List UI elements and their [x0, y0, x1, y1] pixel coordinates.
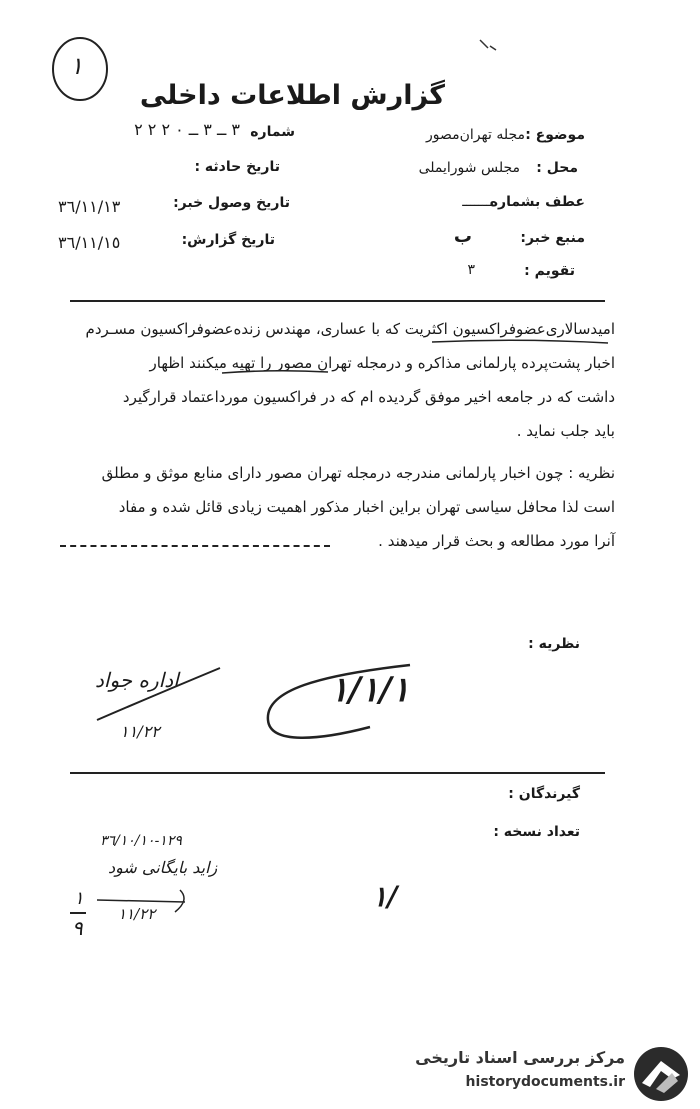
left-note-stroke — [95, 665, 225, 725]
signature-text: ۱/۱/۱ — [330, 670, 410, 710]
body-line: آنرا مورد مطالعه و بحث قرار میدهند . — [378, 532, 615, 550]
document-title: گزارش اطلاعات داخلی — [139, 80, 445, 111]
archive-fraction-numerator: ۱ — [74, 888, 84, 909]
top-mark — [478, 38, 498, 52]
closing-dash-line — [60, 545, 330, 547]
evaluation-label: تقویم : — [524, 263, 575, 279]
opinion-label: نظریه : — [528, 636, 580, 652]
archive-note: زاید بایگانی شود — [108, 858, 218, 877]
subject-value: مجله تهران‌مصور — [425, 127, 525, 143]
event-date-label: تاریخ حادثه : — [194, 159, 280, 175]
watermark-logo-icon — [632, 1045, 690, 1103]
report-date-label: تاریخ گزارش: — [181, 232, 275, 248]
body-line: نظریه : چون اخبار پارلمانی مندرجه درمجله تهران مصور دارای منابع موثق و مطلق — [101, 464, 615, 482]
recipients-label: گیرندگان : — [508, 786, 580, 802]
body-line: امیدسالاری‌عضوفراکسیون اکثریت که با عساری، مهندس زنده‌عضوفراکسیون مسـردم — [85, 320, 615, 338]
underline-mark — [430, 338, 610, 346]
source-label: منبع خبر: — [520, 230, 585, 246]
watermark-url: historydocuments.ir — [465, 1074, 625, 1090]
subject-label: موضوع : — [525, 127, 585, 143]
source-value: ب — [453, 226, 472, 247]
body-line: داشت که در جامعه اخیر موفق گردیده ام که در فراکسیون مورداعتماد قرارگیرد — [122, 388, 615, 406]
archive-date: ۱۱/۲۲ — [118, 905, 156, 923]
archive-fraction-denominator: ۹ — [72, 916, 83, 940]
body-line: است لذا محافل سیاسی تهران براین اخبار مذکور اهمیت زیادی قائل شده و مفاد — [118, 498, 615, 516]
copies-label: تعداد نسخه : — [493, 824, 580, 840]
news-received-label: تاریخ وصول خبر: — [173, 195, 290, 211]
place-value: مجلس شورا‌یملی — [418, 160, 520, 176]
place-label: محل : — [536, 160, 578, 176]
opinion-divider — [70, 772, 605, 774]
underline-mark — [220, 368, 330, 376]
number-value: ۳ ــ ۳ ــ ۰ ۲ ۲ ۲ — [134, 120, 240, 139]
archive-number: ١٢٩-٣٦/١٠/١٠ — [100, 833, 182, 849]
left-note-date: ۱۱/۲۲ — [120, 722, 160, 741]
ref-label: عطف بشماره — [489, 194, 585, 210]
ref-value: ــــــــ — [462, 194, 495, 210]
news-received-value: ٣٦/١١/١٣ — [58, 197, 121, 216]
evaluation-value: ٣ — [467, 262, 475, 278]
body-line: باید جلب نماید . — [516, 422, 615, 440]
watermark-org: مرکز بررسی اسناد تاریخی — [415, 1048, 625, 1067]
number-label: شماره — [250, 124, 295, 140]
header-divider — [70, 300, 605, 302]
report-date-value: ٣٦/١١/١٥ — [58, 233, 121, 252]
fraction-bar — [70, 912, 86, 914]
body-line: اخبار پشت‌پرده پارلمانی مذاکره و درمجله تهران مصور را تهیه میکنند اظهار — [149, 354, 615, 372]
page-number: ١ — [70, 52, 83, 80]
center-mark: ۱/ — [372, 880, 398, 913]
left-note: اداره جواد — [95, 668, 179, 692]
